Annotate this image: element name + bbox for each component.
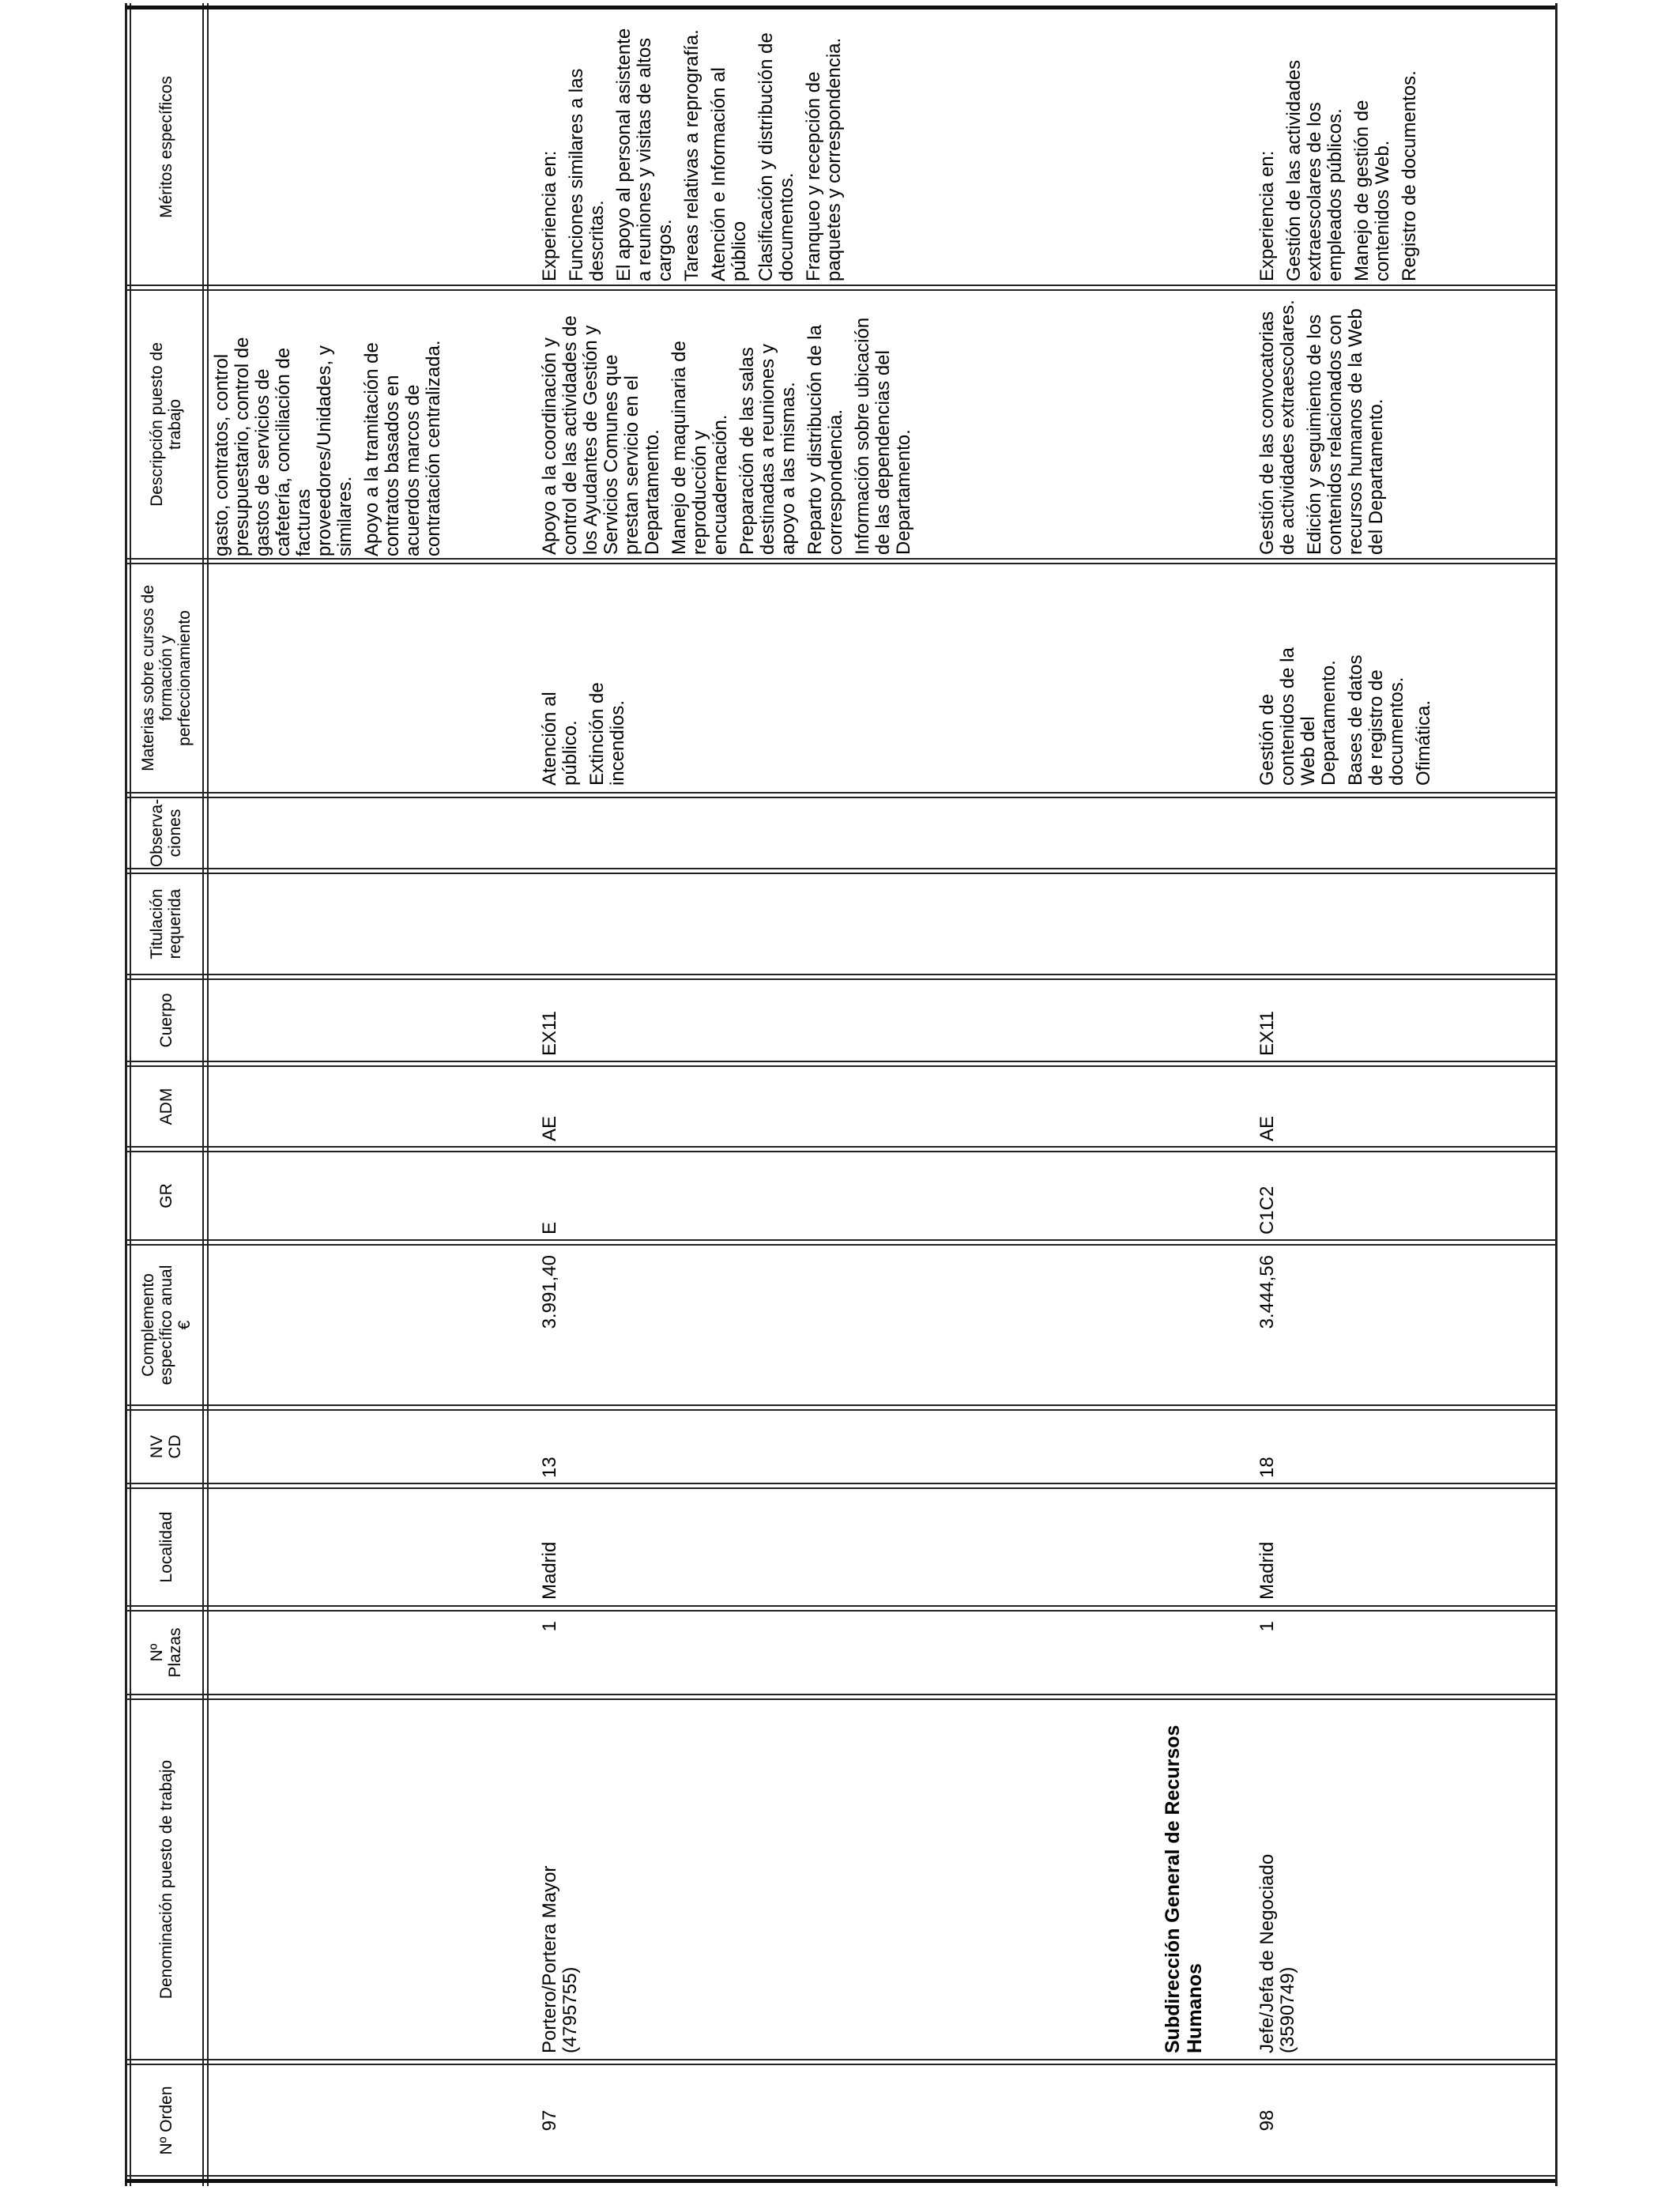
col-sep-10	[125, 873, 1555, 874]
col-sep-12	[125, 563, 1555, 564]
header-gr: GR	[156, 1183, 175, 1208]
col-sep-5b	[125, 1404, 1555, 1406]
col-sep-7b	[125, 1146, 1555, 1148]
row98-materias	[1257, 635, 1441, 786]
row98-materia-item: Bases de datos de registro de documentos.	[1345, 654, 1407, 786]
row97-num-plazas: 1	[539, 1621, 560, 1632]
col-sep-7	[125, 1151, 1555, 1152]
col-sep-9b	[125, 974, 1555, 975]
row98-descripcion	[1257, 294, 1393, 555]
col-sep-top	[125, 6, 1555, 9]
row98-desc-item: Edición y seguimiento de los contenidos relacionados con recursos humanos de la Web del Departamento.	[1304, 308, 1387, 555]
header-titulacion: Titulación requerida	[148, 888, 184, 959]
row97-merito-item: Funciones similares a las descritas.	[566, 68, 608, 281]
col-sep-8b	[125, 1061, 1555, 1062]
row97-desc-item: Manejo de maquinaria de reproducción y encuadernación.	[669, 341, 731, 555]
row98-localidad: Madrid	[1256, 1541, 1278, 1600]
table-border-right	[1555, 3, 1558, 2186]
table-border-left	[125, 3, 127, 2186]
col-sep-9	[125, 978, 1555, 980]
header-num-plazas: Nº Plazas	[148, 1627, 184, 1678]
row98-meritos	[1257, 13, 1426, 281]
col-sep-bottom-inner	[125, 2175, 1555, 2177]
col-sep-13b	[125, 285, 1555, 286]
header-meritos: Méritos específicos	[156, 76, 175, 218]
col-sep-1	[125, 2064, 1555, 2065]
row97-merito-item: Atención e Información al público	[708, 67, 750, 281]
continued-desc-line: gasto, contratos, control presupuestario, control de gastos de servicios de cafetería, conciliación de facturas proveedores/Unidades, y similares.	[211, 337, 356, 556]
row97-meritos	[540, 13, 851, 281]
row97-materia-item: Extinción de incendios.	[586, 682, 628, 786]
row97-merito-item: Experiencia en:	[539, 150, 560, 281]
col-sep-13	[125, 289, 1555, 291]
continued-desc-line: Apoyo a la tramitación de contratos basados en acuerdos marcos de contratación centralizada.	[361, 340, 444, 556]
row98-materia-item: Gestión de contenidos de la Web del Departamento.	[1256, 647, 1339, 786]
row98-desc-item: Gestión de las convocatorias de actividades extraescolares.	[1256, 300, 1298, 555]
row97-num-orden: 97	[539, 2109, 560, 2132]
row98-merito-item: Manejo de gestión de contenidos Web.	[1351, 100, 1393, 281]
header-descripcion: Descripción puesto de trabajo	[148, 342, 184, 507]
row98-adm: AE	[1256, 1115, 1278, 1141]
row97-denominacion: Portero/Portera Mayor (4795755)	[539, 1865, 581, 2053]
row98-denominacion: Jefe/Jefa de Negociado (3590749)	[1256, 1853, 1298, 2053]
row97-descripcion	[540, 294, 921, 555]
continued-descripcion	[212, 296, 528, 556]
col-sep-2	[125, 1698, 1555, 1700]
header-num-orden: Nº Orden	[156, 2086, 175, 2155]
header-denominacion: Denominación puesto de trabajo	[156, 1759, 175, 2000]
row97-materias	[540, 647, 635, 786]
header-complemento: Complemento específico anual €	[138, 1265, 194, 1385]
col-sep-3	[125, 1610, 1555, 1612]
header-observaciones: Observa- ciones	[148, 798, 184, 868]
col-sep-6	[125, 1244, 1555, 1246]
header-materias: Materias sobre cursos de formación y perfeccionamiento	[138, 585, 194, 771]
col-sep-4	[125, 1487, 1555, 1489]
col-sep-10b	[125, 868, 1555, 869]
row97-localidad: Madrid	[539, 1541, 560, 1600]
header-body-divider	[202, 3, 204, 2186]
row98-gr: C1C2	[1256, 1186, 1278, 1235]
header-body-divider-inner	[207, 3, 209, 2186]
row98-materia-item: Ofimática.	[1413, 699, 1434, 786]
row97-merito-item: Clasificación y distribución de documentos.	[755, 32, 797, 281]
row98-num-plazas: 1	[1256, 1621, 1278, 1632]
row97-desc-item: Apoyo a la coordinación y control de las actividades de los Ayudantes de Gestión y Servicios Comunes que prestan servicio en el Departamento.	[539, 315, 663, 555]
row97-merito-item: Franqueo y recepción de paquetes y correspondencia.	[803, 37, 845, 281]
row97-adm: AE	[539, 1115, 560, 1141]
header-adm: ADM	[156, 1088, 175, 1125]
col-sep-1b	[125, 2059, 1555, 2060]
row98-merito-item: Registro de documentos.	[1399, 70, 1420, 281]
col-sep-6b	[125, 1239, 1555, 1241]
col-sep-8	[125, 1065, 1555, 1067]
col-sep-5	[125, 1409, 1555, 1411]
col-sep-2b	[125, 1694, 1555, 1695]
row97-complemento: 3.991,40	[539, 1255, 560, 1329]
row97-merito-item: Tareas relativas a reprografía.	[681, 29, 703, 281]
header-localidad: Localidad	[156, 1511, 175, 1583]
col-sep-11b	[125, 792, 1555, 794]
row98-nv-cd: 18	[1256, 1457, 1278, 1478]
row97-desc-item: Información sobre ubicación de las dependencias del Departamento.	[852, 317, 914, 555]
col-sep-4b	[125, 1483, 1555, 1484]
row97-cuerpo: EX11	[539, 1011, 560, 1056]
col-sep-3b	[125, 1605, 1555, 1607]
row98-num-orden: 98	[1256, 2109, 1278, 2132]
header-cuerpo: Cuerpo	[156, 993, 175, 1048]
row97-desc-item: Preparación de las salas destinadas a reuniones y apoyo a las mismas.	[736, 344, 799, 555]
col-sep-bottom	[125, 2179, 1555, 2183]
row97-materia-item: Atención al público.	[539, 692, 581, 786]
row98-complemento: 3.444,56	[1256, 1255, 1278, 1329]
section-heading: Subdirección General de Recursos Humanos	[1162, 1725, 1206, 2053]
row98-merito-item: Experiencia en:	[1256, 150, 1278, 281]
row98-cuerpo: EX11	[1256, 1011, 1278, 1056]
row97-merito-item: El apoyo al personal asistente a reuniones y visitas de altos cargos.	[613, 28, 676, 281]
header-nv-cd: NV CD	[148, 1434, 184, 1459]
row98-merito-item: Gestión de las actividades extraescolares de los empleados públicos.	[1283, 59, 1346, 281]
col-sep-12b	[125, 558, 1555, 560]
row97-desc-item: Reparto y distribución de la correspondencia.	[804, 325, 846, 555]
row97-nv-cd: 13	[539, 1457, 560, 1478]
row97-gr: E	[539, 1221, 560, 1235]
col-sep-11	[125, 797, 1555, 798]
